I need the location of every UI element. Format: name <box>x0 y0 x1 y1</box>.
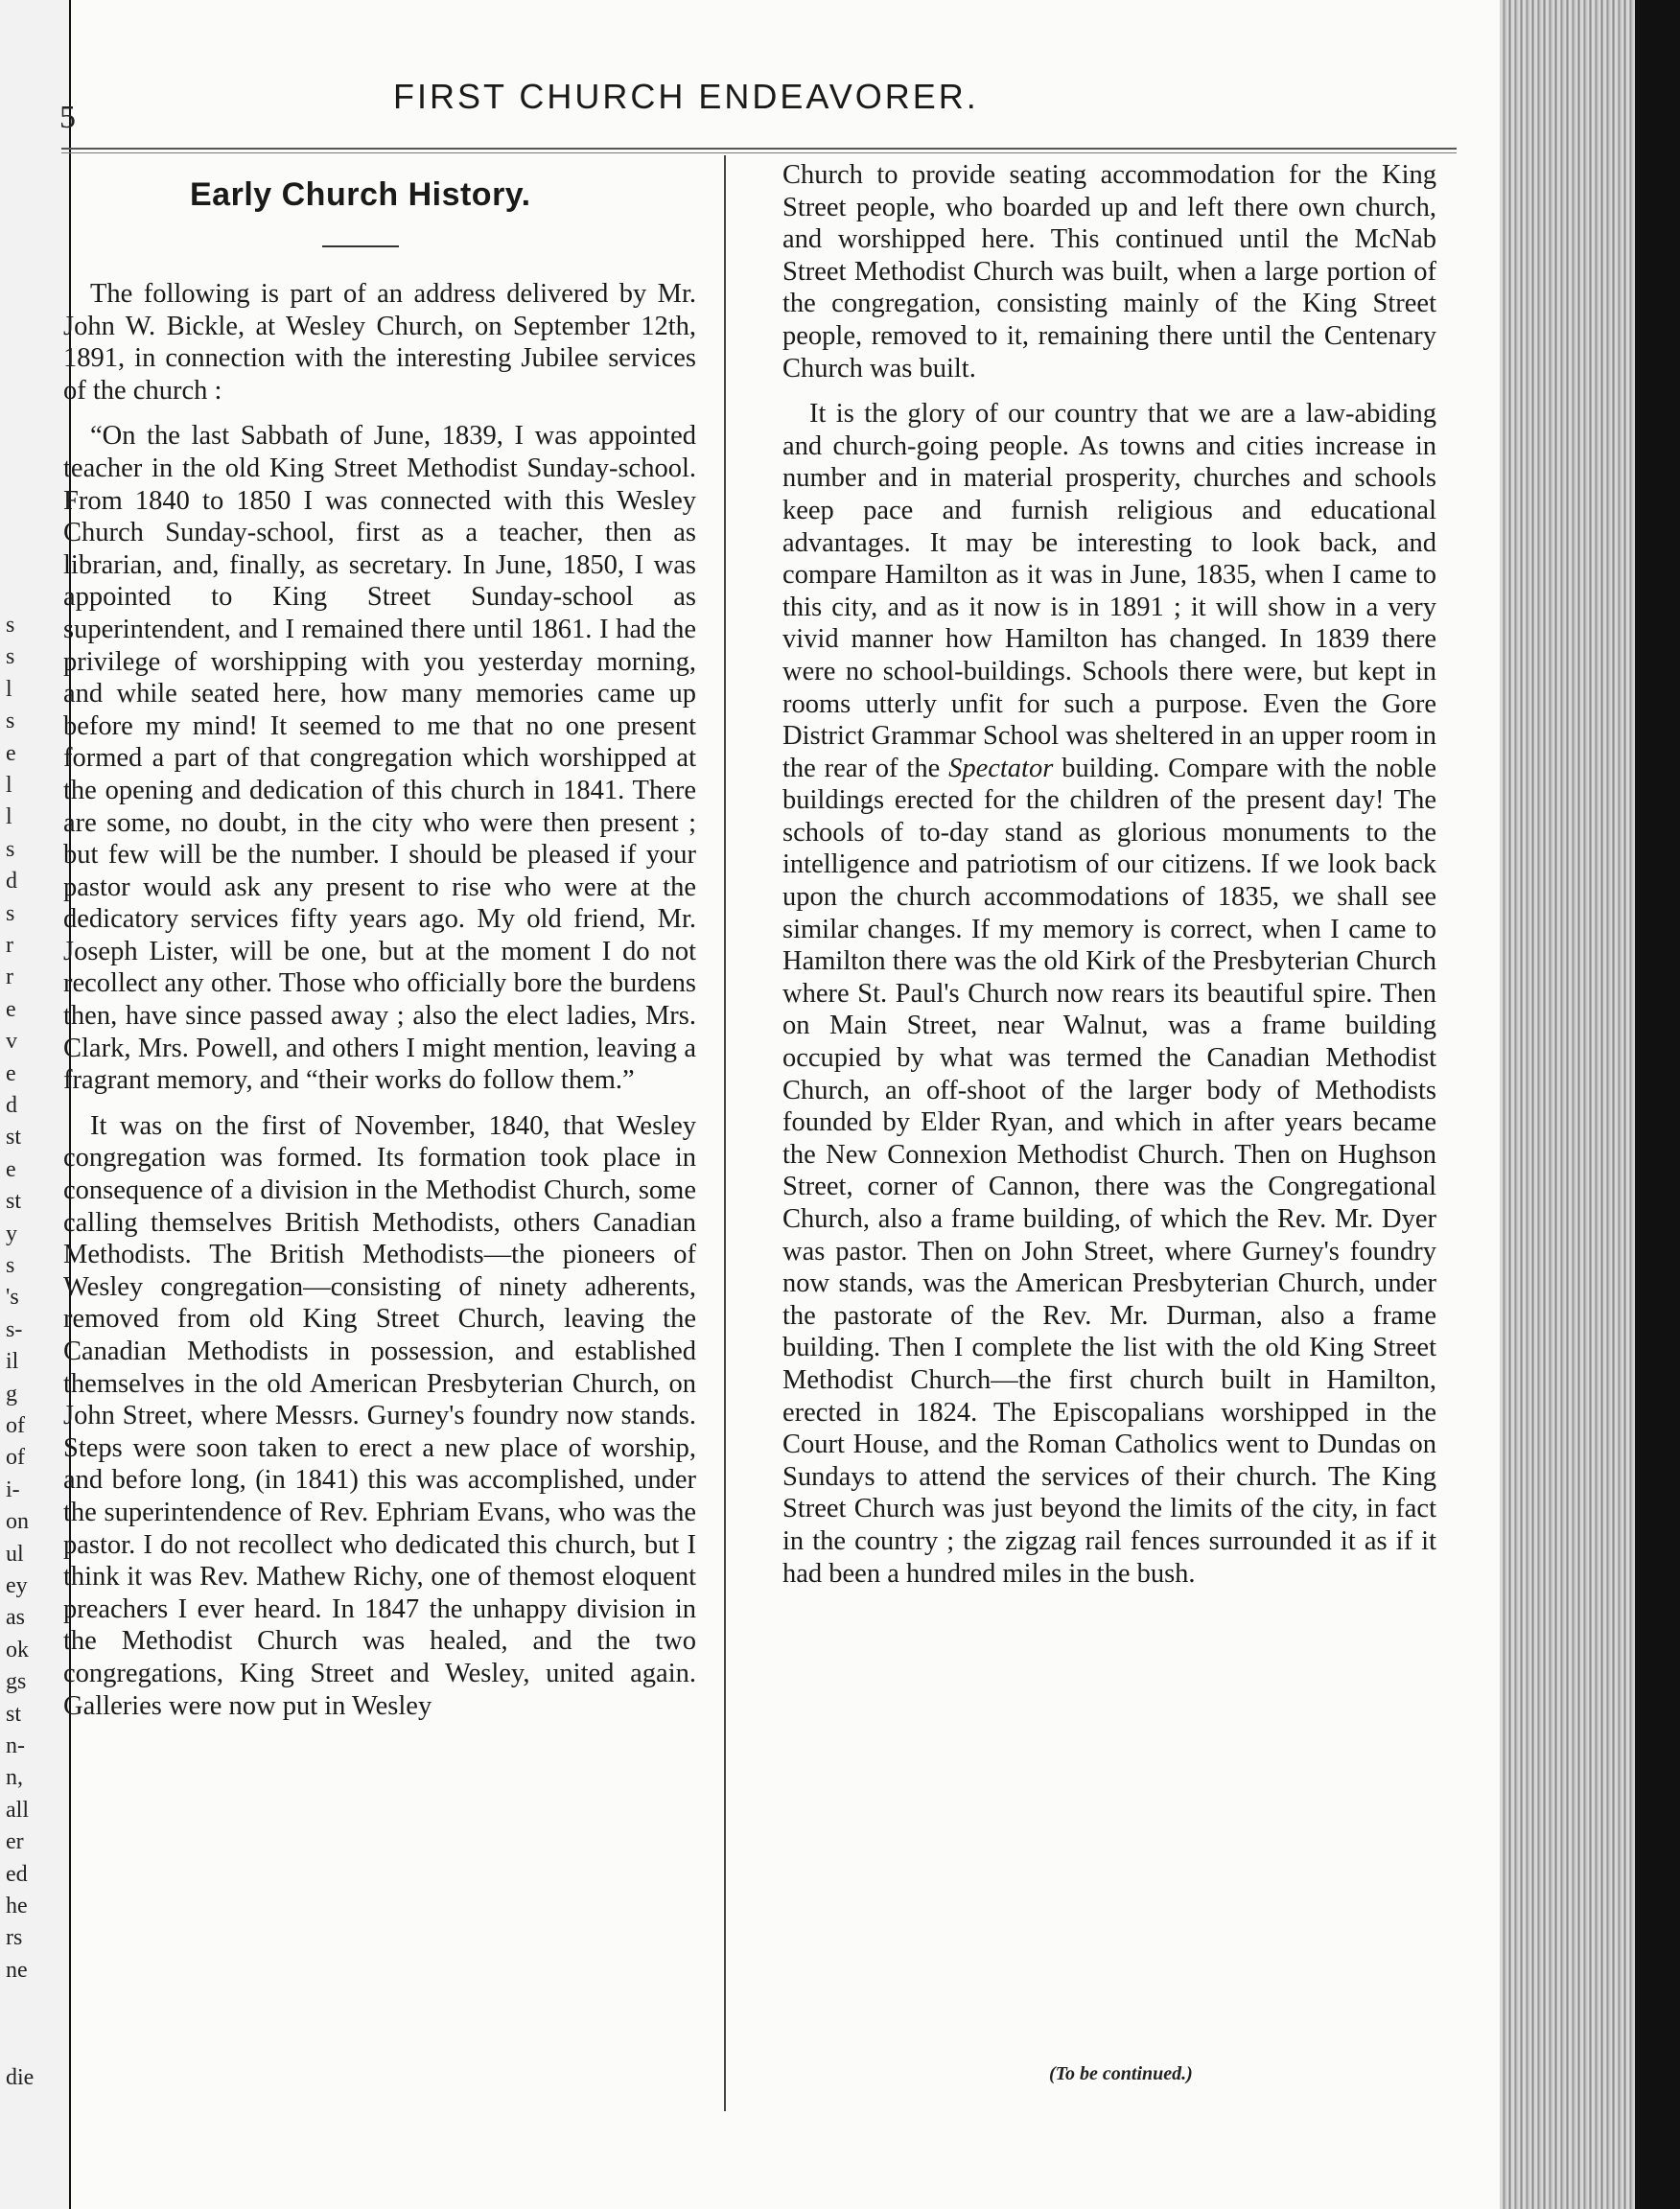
page-number: 5 <box>59 100 76 135</box>
adjacent-page-fragment: ul <box>6 1541 24 1567</box>
adjacent-page-fragment: d <box>6 1093 17 1118</box>
adjacent-page-fragment: st <box>6 1189 22 1215</box>
running-title: FIRST CHURCH ENDEAVORER. <box>393 77 979 116</box>
adjacent-page-fragment: of <box>6 1413 25 1438</box>
adjacent-page-fragment: e <box>6 740 16 766</box>
adjacent-page-fragment: s <box>6 644 15 670</box>
adjacent-page-fragment: l <box>6 676 12 702</box>
adjacent-page-fragment: 's <box>6 1285 19 1311</box>
adjacent-page-fragment: he <box>6 1894 28 1918</box>
adjacent-page-fragment: s <box>6 613 15 638</box>
adjacent-page-fragment: on <box>6 1509 29 1535</box>
italic-newspaper-name: Spectator <box>948 753 1054 783</box>
adjacent-page-fragment: s <box>6 709 15 734</box>
adjacent-page-fragment: l <box>6 804 12 830</box>
adjacent-page-fragment: rs <box>6 1925 23 1951</box>
left-column <box>63 278 696 1735</box>
adjacent-page-fragment: l <box>6 773 12 798</box>
article-title: Early Church History. <box>190 176 531 213</box>
adjacent-page-fragment: il <box>6 1349 19 1375</box>
page-header <box>59 77 1500 135</box>
paragraph: Church to provide seating accommodation for the King Street people, who boarded up and left there own church, and worshipped here. This continued until the McNab Street Methodist Church was built, when a large portion of the congregation, consisting mainly of the King Street people, removed to it, remaining there until the Centenary Church was built. <box>782 160 1436 384</box>
adjacent-page-fragment: s <box>6 1253 15 1278</box>
header-rule-thin <box>61 152 1457 153</box>
header-rule <box>61 148 1457 150</box>
adjacent-page-fragment: r <box>6 965 13 990</box>
adjacent-page-fragment: r <box>6 933 13 958</box>
adjacent-page-fragment: as <box>6 1605 25 1631</box>
adjacent-page-fragment: e <box>6 996 16 1022</box>
adjacent-page-fragment: n, <box>6 1765 23 1791</box>
adjacent-page-fragment: ok <box>6 1637 29 1663</box>
paragraph-text: building. Compare with the noble buildings erected for the children of the present day! The schools of to-day stand as glorious monuments to the intelligence and patriotism of our citizens. If we look back upon the church accommodations of 1835, we shall see similar changes. If my memory is correct, when I came to Hamilton there was the old Kirk of the Presbyterian Church where St. Paul's Church now rears its beautiful spire. Then on Main Street, near Walnut, was a frame building occupied by what was termed the Canadian Methodist Church, an off-shoot of the larger body of Methodists founded by Elder Ryan, and which in after years became the New Connexion Methodist Church. Then on Hughson Street, corner of Cannon, there was the Congregational Church, also a frame building, of which the Rev. Mr. Dyer was pastor. Then on John Street, where Gurney's foundry now stands, was the American Presbyterian Church, under the pastorate of the Rev. Mr. Durman, also a frame building. Then I complete the list with the old King Street Methodist Church—the first church built in Hamilton, erected in 1824. The Episcopalians worshipped in the Court House, and the Roman Catholics went to Dundas on Sundays to attend the services of their church. The King Street Church was just beyond the limits of the city, in fact in the country ; the zigzag rail fences surrounded it as if it had been a hundred miles in the bush. <box>782 753 1437 1589</box>
adjacent-page-fragment: g <box>6 1381 17 1407</box>
adjacent-page-fragment: of <box>6 1445 25 1471</box>
right-column <box>782 159 1436 1603</box>
adjacent-page-fragment: all <box>6 1797 29 1823</box>
adjacent-page-fragment: e <box>6 1156 16 1182</box>
paragraph: It was on the first of November, 1840, that Wesley congregation was formed. Its formation took place in consequence of a division in the Methodist Church, some calling themselves British Methodists, others Canadian Methodists. The British Methodists—the pioneers of Wesley congregation—consisting of ninety adherents, removed from old King Street Church, leaving the Canadian Methodists in possession, and established themselves in the old American Presbyterian Church, on John Street, where Messrs. Gurney's foundry now stands. Steps were soon taken to erect a new place of worship, and before long, (in 1841) this was accomplished, under the superintendence of Rev. Ephriam Evans, who was the pastor. I do not recollect who dedicated this church, but I think it was Rev. Mathew Richy, one of themost eloquent preachers I ever heard. In 1847 the unhappy division in the Methodist Church was healed, and the two congregations, King Street and Wesley, united again. Galleries were now put in Wesley <box>63 1110 696 1721</box>
adjacent-page-strip <box>0 0 72 2209</box>
paragraph <box>782 398 1436 1590</box>
adjacent-page-fragment: st <box>6 1125 22 1151</box>
continued-note: (To be continued.) <box>1049 2063 1193 2084</box>
adjacent-page-fragment: ne <box>6 1957 28 1983</box>
adjacent-page-fragment: n- <box>6 1733 25 1758</box>
adjacent-page-fragment: die <box>6 2065 35 2090</box>
adjacent-page-fragment: s <box>6 900 15 926</box>
adjacent-page-fragment: i- <box>6 1477 20 1502</box>
adjacent-page-fragment: st <box>6 1701 22 1727</box>
book-spine-shadow <box>1635 0 1680 2209</box>
paragraph: The following is part of an address delivered by Mr. John W. Bickle, at Wesley Church, on September 12th, 1891, in connection with the interesting Jubilee services of the church : <box>63 279 696 406</box>
adjacent-page-fragment: ed <box>6 1861 28 1887</box>
adjacent-page-fragment: er <box>6 1829 24 1855</box>
title-rule <box>322 245 399 247</box>
adjacent-page-fragment: s- <box>6 1316 23 1342</box>
adjacent-page-fragment: y <box>6 1221 17 1246</box>
adjacent-page-fragment: d <box>6 869 17 895</box>
adjacent-page-fragment: e <box>6 1060 16 1086</box>
paragraph-text: It is the glory of our country that we are a law-abiding and church-going people. As towns and cities increase in number and in material prosperity, churches and schools keep pace and furnish religious and educational advantages. It may be interesting to look back, and compare Hamilton as it was in June, 1835, when I came to this city, and as it now is in 1891 ; it will show in a very vivid manner how Hamilton has changed. In 1839 there were no school-buildings. Schools there were, but kept in rooms utterly unfit for such a purpose. Even the Gore District Grammar School was sheltered in an upper room in the rear of the <box>782 399 1436 783</box>
adjacent-page-fragment: gs <box>6 1669 27 1695</box>
column-divider <box>724 155 726 2111</box>
adjacent-page-fragment: s <box>6 836 15 862</box>
document-page <box>59 0 1500 2209</box>
paragraph: “On the last Sabbath of June, 1839, I was appointed teacher in the old King Street Methodist Sunday-school. From 1840 to 1850 I was connected with this Wesley Church Sunday-school, first as a teacher, then as librarian, and, finally, as secretary. In June, 1850, I was appointed to King Street Sunday-school as superintendent, and I remained there until 1861. I had the privilege of worshipping with you yesterday morning, and while seated here, how many memories came up before my mind! It seemed to me that no one present formed a part of that congregation which worshipped at the opening and dedication of this church in 1841. There are some, no doubt, in the city who were then present ; but few will be the number. I should be pleased if your pastor would ask any present to rise who were at the dedicatory services fifty years ago. My old friend, Mr. Joseph Lister, will be one, but at the moment I do not recollect any other. Those who officially bore the burdens then, have since passed away ; also the elect ladies, Mrs. Clark, Mrs. Powell, and others I might mention, leaving a fragrant memory, and “their works do follow them.” <box>63 421 696 1096</box>
adjacent-page-fragment: ey <box>6 1573 28 1598</box>
adjacent-page-fragment: v <box>6 1029 17 1055</box>
